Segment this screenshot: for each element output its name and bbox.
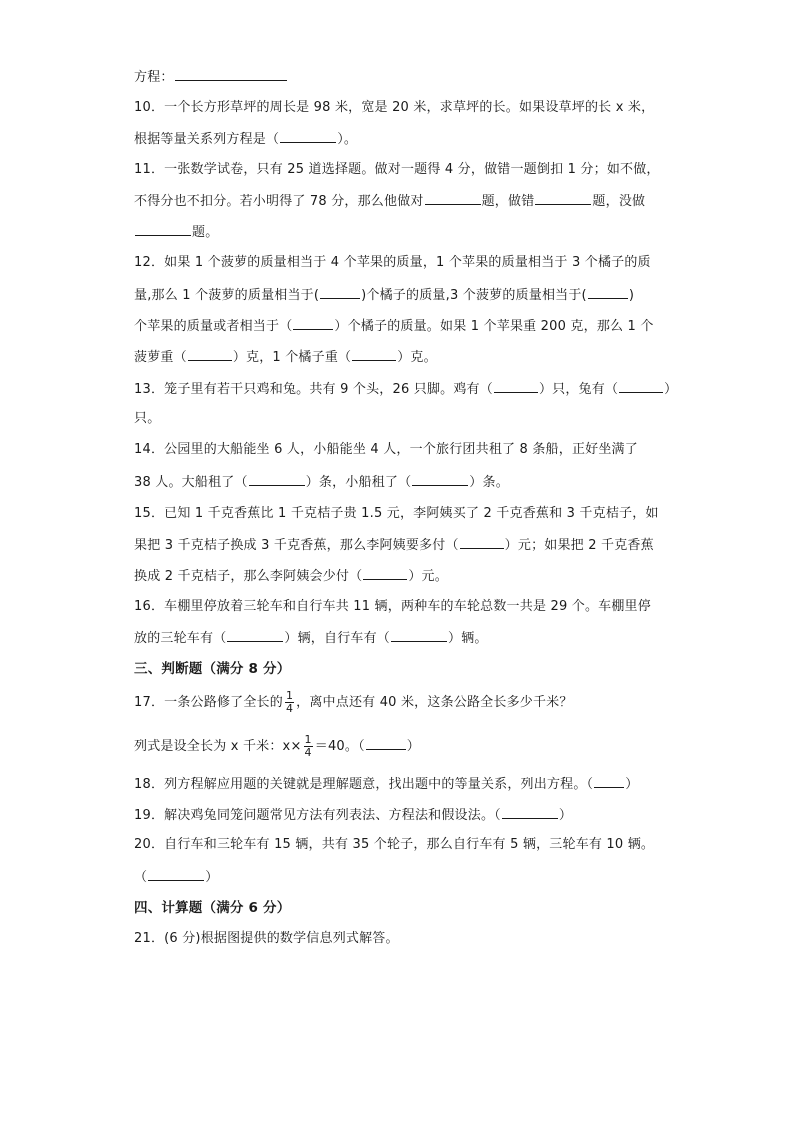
answer-blank [135,221,191,236]
q11-line-1: 11．一张数学试卷，只有 25 道选择题。做对一题得 4 分，做错一题倒扣 1 分；如不做， [134,162,660,177]
answer-blank [619,378,663,393]
q15-line-2: 果把 3 千克桔子换成 3 千克香蕉，那么李阿姨要多付（ ）元；如果把 2 千克香蕉 [134,534,654,556]
q14-line-1: 14．公园里的大船能坐 6 人，小船能坐 4 人，一个旅行团共租了 8 条船，正好坐满了 [134,442,638,457]
q12-line-3: 个苹果的质量或者相当于（ ）个橘子的质量。如果 1 个苹果重 200 克，那么 1 个 [134,315,654,337]
answer-blank [352,346,396,361]
q15-line-1: 15．已知 1 千克香蕉比 1 千克桔子贵 1.5 元，李阿姨买了 2 千克香蕉和 3 千克桔子，如 [134,506,659,521]
fraction-one-quarter: $\frac{1}{4}$ [304,733,312,759]
answer-blank [460,534,504,549]
q12-line-4: 菠萝重（ ）克，1 个橘子重（ ）克。 [134,346,437,368]
answer-blank [366,735,406,750]
answer-blank [227,627,283,642]
q11-line-2: 不得分也不扣分。若小明得了 78 分，那么他做对 题，做错 题，没做 [134,190,645,212]
q18-line: 18．列方程解应用题的关键就是理解题意，找出题中的等量关系，列出方程。（ ） [134,773,638,795]
answer-blank [391,627,447,642]
answer-blank [494,378,538,393]
q13-line-2: 只。 [134,411,161,426]
answer-blank [588,284,628,299]
q13-line-1: 13．笼子里有若干只鸡和兔。共有 9 个头，26 只脚。鸡有（ ）只，兔有（ ） [134,378,677,400]
q14-line-2: 38 人。大船租了（ ）条，小船租了（ ）条。 [134,471,509,493]
answer-blank [249,471,305,486]
q19-line: 19．解决鸡兔同笼问题常见方法有列表法、方程法和假设法。（ ） [134,804,572,826]
q16-line-1: 16．车棚里停放着三轮车和自行车共 11 辆，两种车的车轮总数一共是 29 个。车棚里停 [134,599,651,614]
q17-line-1: 17．一条公路修了全长的 $\frac{1}{4}$ ，离中点还有 40 米，这条公路全长多少千米？ [134,689,573,715]
answer-blank [425,190,481,205]
answer-blank [594,773,624,788]
answer-blank [320,284,360,299]
answer-blank [148,866,204,881]
answer-blank [363,565,407,580]
q20-line-2: （ ） [134,866,218,888]
q12-line-1: 12．如果 1 个菠萝的质量相当于 4 个苹果的质量，1 个苹果的质量相当于 3 个橘子的质 [134,255,651,270]
answer-blank [280,128,336,143]
answer-blank [535,190,591,205]
q12-line-2: 量,那么 1 个菠萝的质量相当于( )个橘子的质量,3 个菠萝的质量相当于( ) [134,284,634,306]
q16-line-2: 放的三轮车有（ ）辆，自行车有（ ）辆。 [134,627,488,649]
answer-blank [412,471,468,486]
q15-line-3: 换成 2 千克桔子，那么李阿姨会少付（ ）元。 [134,565,448,587]
equation-label: 方程： [134,70,174,85]
answer-blank [502,804,558,819]
q11-line-3: 题。 [134,221,218,243]
q21-line: 21．(6 分)根据图提供的数学信息列式解答。 [134,931,399,946]
q10-line-1: 10．一个长方形草坪的周长是 98 米，宽是 20 米，求草坪的长。如果设草坪的长 x 米， [134,100,655,115]
q9-equation-line [134,66,288,88]
answer-blank [188,346,232,361]
q10-line-2: 根据等量关系列方程是（ ）。 [134,128,357,150]
q20-line-1: 20．自行车和三轮车有 15 辆，共有 35 个轮子，那么自行车有 5 辆，三轮车有 10 辆。 [134,837,655,852]
fraction-one-quarter: $\frac{1}{4}$ [285,689,294,715]
q17-line-2: 列式是设全长为 x 千米：x× $\frac{1}{4}$ ＝40。（ ） [134,733,420,759]
section-heading-calculation: 四、计算题（满分 6 分） [134,900,291,916]
answer-blank [175,66,287,81]
answer-blank [293,315,333,330]
section-heading-judgement: 三、判断题（满分 8 分） [134,661,291,677]
